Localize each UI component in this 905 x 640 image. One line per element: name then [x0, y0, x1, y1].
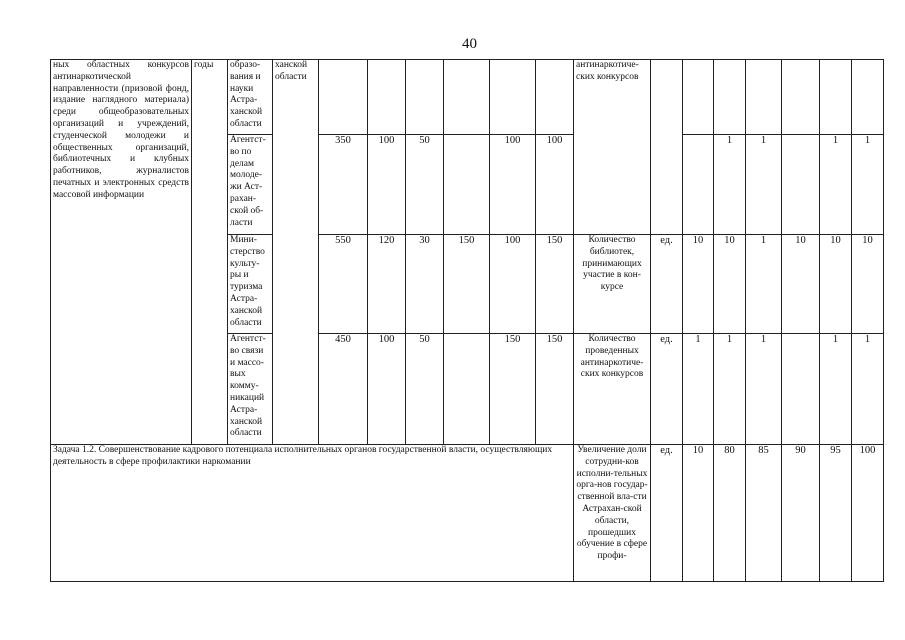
indicator-unit [651, 60, 683, 235]
indicator-value: 10 [683, 445, 714, 582]
task-row [51, 445, 884, 582]
indicator-value: 80 [714, 445, 746, 582]
indicator-name: Количество проведенных антинаркотиче-ских конкурсов [574, 334, 651, 445]
finance-y2: 50 [406, 334, 444, 445]
indicator-value [782, 135, 820, 235]
finance-y2: 50 [406, 135, 444, 235]
indicator-value [852, 60, 884, 135]
indicator-value [820, 60, 852, 135]
executor-name: Агентст-во связи и массо-вых комму-никаций Астра-ханской области [228, 334, 273, 445]
finance-y5: 100 [536, 135, 574, 235]
finance-y3: 150 [444, 235, 490, 334]
indicator-unit: ед. [651, 445, 683, 582]
indicator-value: 1 [820, 334, 852, 445]
finance-total: 350 [319, 135, 368, 235]
page-number: 40 [462, 36, 477, 52]
table-row [51, 60, 884, 135]
finance-y2: 30 [406, 235, 444, 334]
indicator-value: 85 [746, 445, 782, 582]
finance-y5: 150 [536, 334, 574, 445]
indicator-value: 10 [820, 235, 852, 334]
finance-y4 [490, 60, 536, 135]
indicator-unit: ед. [651, 235, 683, 334]
finance-y4: 100 [490, 235, 536, 334]
indicator-value [683, 135, 714, 235]
indicator-value: 95 [820, 445, 852, 582]
indicator-name: антинаркотиче-ских конкурсов [574, 60, 651, 235]
indicator-value: 10 [782, 235, 820, 334]
finance-y3 [444, 60, 490, 135]
indicator-value [683, 60, 714, 135]
indicator-value [782, 60, 820, 135]
indicator-value: 10 [683, 235, 714, 334]
finance-y1 [368, 60, 406, 135]
finance-total [319, 60, 368, 135]
indicator-value [782, 334, 820, 445]
indicator-name: Увеличение доли сотрудни-ков исполни-тельных орга-нов государ-ственной вла-сти Астрахан-ской области, прошедших обучение в сфере профи- [574, 445, 651, 582]
indicator-value [714, 60, 746, 135]
finance-y1: 120 [368, 235, 406, 334]
indicator-value: 10 [714, 235, 746, 334]
indicator-value: 1 [820, 135, 852, 235]
finance-y3 [444, 334, 490, 445]
program-table [50, 59, 884, 582]
finance-y5: 150 [536, 235, 574, 334]
executor-name: образо-вания и науки Астра-ханской области [228, 60, 273, 135]
indicator-unit: ед. [651, 334, 683, 445]
task-title: Задача 1.2. Совершенствование кадрового потенциала исполнительных органов государственной власти, осуществляющих деятельность в сфере профилактики наркомании [51, 445, 574, 582]
finance-y4: 150 [490, 334, 536, 445]
finance-y2 [406, 60, 444, 135]
executor-name: Агентст-во по делам молоде-жи Аст-рахан-ской об-ласти [228, 135, 273, 235]
indicator-value: 1 [714, 334, 746, 445]
indicator-value: 90 [782, 445, 820, 582]
indicator-value: 1 [714, 135, 746, 235]
finance-y1: 100 [368, 135, 406, 235]
indicator-value [746, 60, 782, 135]
finance-y3 [444, 135, 490, 235]
indicator-value: 1 [852, 135, 884, 235]
finance-total: 550 [319, 235, 368, 334]
finance-y5 [536, 60, 574, 135]
indicator-name: Количество библиотек, принимающих участие в кон-курсе [574, 235, 651, 334]
indicator-value: 100 [852, 445, 884, 582]
indicator-value: 1 [852, 334, 884, 445]
finance-total: 450 [319, 334, 368, 445]
funding-source: ханской области [273, 60, 319, 445]
event-period: годы [192, 60, 228, 445]
indicator-value: 10 [852, 235, 884, 334]
finance-y1: 100 [368, 334, 406, 445]
executor-name: Мини-стерство культу-ры и туризма Астра-ханской области [228, 235, 273, 334]
indicator-value: 1 [746, 135, 782, 235]
indicator-value: 1 [683, 334, 714, 445]
indicator-value: 1 [746, 235, 782, 334]
event-description: ных областных конкурсов антинаркотической направленности (призовой фонд, издание наглядного материала) среди общеобразовательных организаций и учреждений, студенческой молодежи и общественных организаций, библиотечных и клубных работников, журналистов печатных и электронных средств массовой информации [51, 60, 192, 445]
indicator-value: 1 [746, 334, 782, 445]
finance-y4: 100 [490, 135, 536, 235]
